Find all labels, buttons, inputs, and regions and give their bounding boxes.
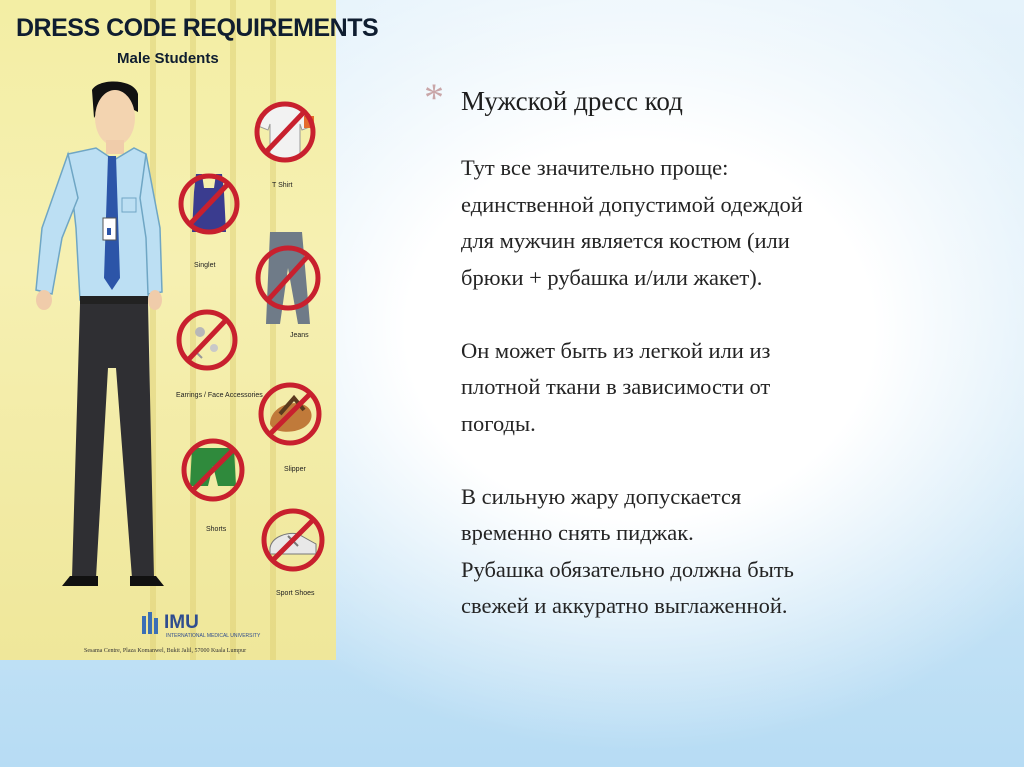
forbidden-slipper-icon [256,370,326,454]
item-label-sport-shoes: Sport Shoes [276,590,315,597]
slide-heading: Мужской дресс код [461,86,683,116]
forbidden-tshirt-icon [252,94,318,174]
male-student-illustration [22,78,182,590]
paragraph-line: Рубашка обязательно должна быть [461,556,794,582]
logo-text: IMU [164,612,199,633]
forbidden-jeans-icon [254,228,324,328]
poster-subtitle: Male Students [117,50,219,67]
paragraph-line: свежей и аккуратно выглаженной. [461,593,788,618]
paragraph-line: плотной ткани в зависимости от [461,374,771,399]
slide-body [461,150,931,625]
paragraph-line: единственной допустимой одеждой [461,191,803,217]
item-label-singlet: Singlet [194,262,216,269]
poster-title: DRESS CODE REQUIREMENTS [16,14,379,42]
forbidden-sport-shoes-icon [258,496,328,580]
item-label-earrings: Earrings / Face Accessories [176,392,263,399]
dress-code-poster [0,0,379,660]
paragraph-line: Тут все значительно проще: [461,155,729,180]
paragraph-line: брюки + рубашка и/или жакет). [461,264,763,290]
paragraph-line: временно снять пиджак. [461,520,694,545]
paragraph-line: Он может быть из легкой или из [461,337,771,363]
logo-subtext: INTERNATIONAL MEDICAL UNIVERSITY [166,633,261,639]
item-label-jeans: Jeans [290,332,309,339]
item-label-slipper: Slipper [284,466,306,473]
imu-logo-icon [140,610,162,638]
forbidden-singlet-icon [176,162,242,242]
paragraph-line: для мужчин является костюм (или [461,228,790,253]
poster-address: Sesama Centre, Plaza Komanwel, Bukit Jalil, 57000 Kuala Lumpur [84,648,247,654]
paragraph-line: В сильную жару допускается [461,483,742,509]
forbidden-shorts-icon [178,426,248,510]
bullet-icon: * [424,75,444,120]
paragraph-line: погоды. [461,410,536,436]
item-label-tshirt: T Shirt [272,182,293,189]
forbidden-earrings-icon [174,298,240,378]
item-label-shorts: Shorts [206,526,227,533]
